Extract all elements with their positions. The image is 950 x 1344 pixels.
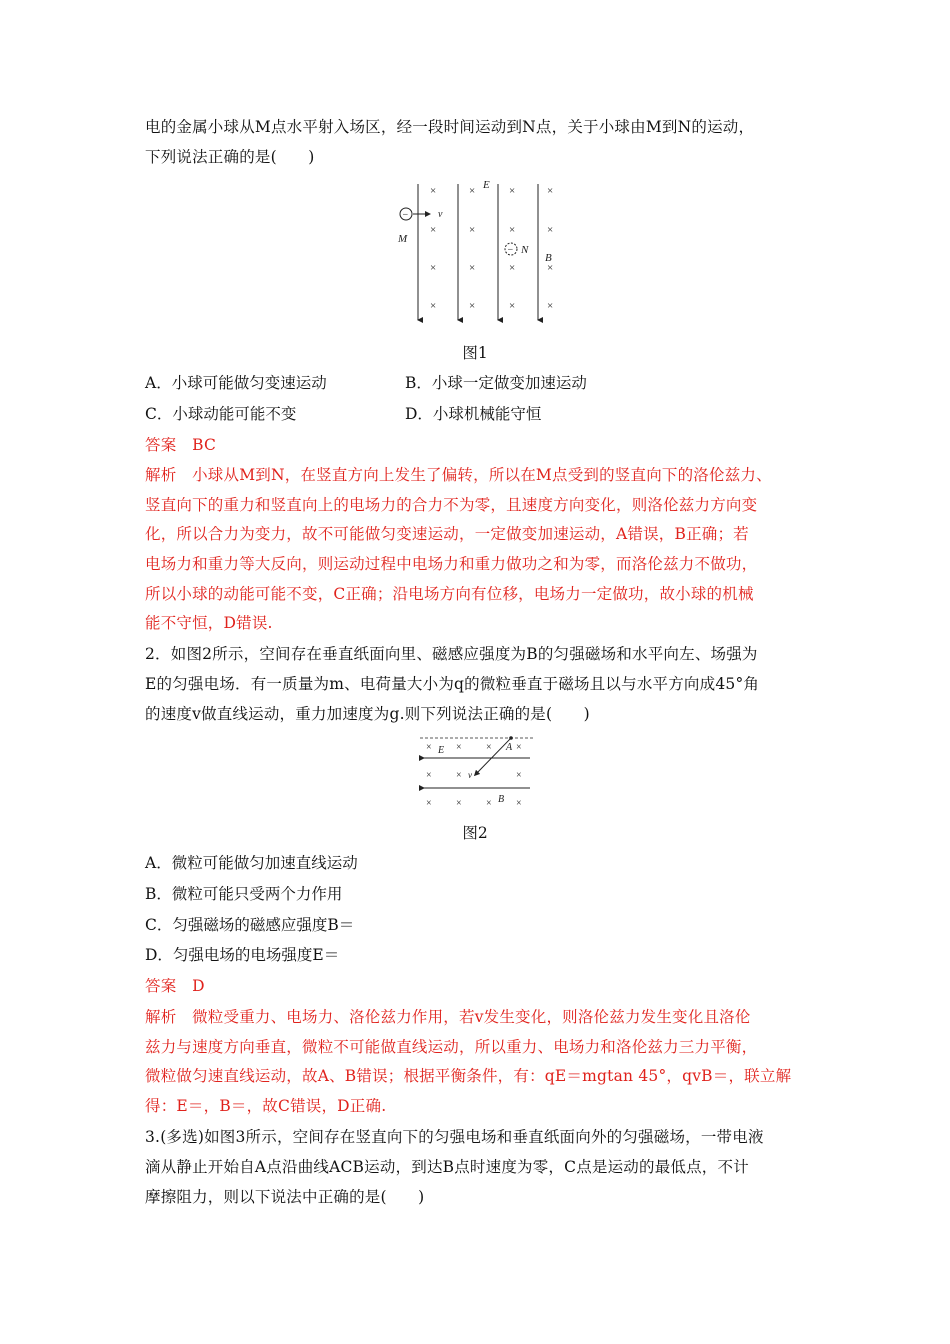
svg-text:×: ×	[547, 300, 554, 312]
svg-text:×: ×	[456, 742, 462, 753]
p1-analysis-line: 竖直向下的重力和竖直向上的电场力的合力不为零，且速度方向变化，则洛伦兹力方向变	[145, 496, 758, 514]
p2-option-b: B．微粒可能只受两个力作用	[145, 885, 343, 903]
svg-text:×: ×	[547, 262, 554, 274]
label-B: B	[498, 794, 505, 805]
p1-analysis-line: 电场力和重力等大反向，则运动过程中电场力和重力做功之和为零，而洛伦兹力不做功，	[145, 555, 758, 573]
figure-1	[390, 176, 570, 326]
svg-text:×: ×	[430, 185, 437, 197]
p2-option-c: C．匀强磁场的磁感应强度B＝	[145, 916, 355, 934]
svg-text:×: ×	[547, 185, 554, 197]
svg-text:×: ×	[516, 770, 522, 781]
svg-text:×: ×	[430, 262, 437, 274]
p1-analysis-line: 所以小球的动能可能不变，C正确；沿电场方向有位移，电场力一定做功，故小球的机械	[145, 585, 754, 603]
svg-text:−: −	[507, 244, 514, 256]
p3-stem-line: 3.(多选)如图3所示，空间存在竖直向下的匀强电场和垂直纸面向外的匀强磁场，一带电液	[145, 1128, 764, 1146]
trajectory-line	[476, 738, 511, 774]
svg-text:×: ×	[469, 185, 476, 197]
svg-text:×: ×	[509, 185, 516, 197]
p1-stem-line-2: 下列说法正确的是( )	[145, 148, 315, 166]
svg-text:×: ×	[426, 770, 432, 781]
p2-analysis-line: 兹力与速度方向垂直，微粒不可能做直线运动，所以重力、电场力和洛伦兹力三力平衡，	[145, 1038, 758, 1056]
svg-text:×: ×	[547, 224, 554, 236]
svg-text:×: ×	[509, 300, 516, 312]
svg-text:×: ×	[426, 798, 432, 809]
b-field-crosses	[430, 185, 553, 312]
p1-analysis-line: 化，所以合力为变力，故不可能做匀变速运动，一定做变加速运动，A错误，B正确；若	[145, 525, 749, 543]
figure-1-caption: 图1	[462, 344, 488, 362]
p1-option-a: A．小球可能做匀变速运动	[145, 374, 327, 392]
svg-text:×: ×	[430, 300, 437, 312]
p1-option-c: C．小球动能可能不变	[145, 405, 297, 423]
svg-text:×: ×	[469, 300, 476, 312]
figure-2	[418, 732, 538, 812]
svg-text:×: ×	[486, 742, 492, 753]
svg-text:×: ×	[456, 798, 462, 809]
svg-text:−: −	[402, 209, 409, 221]
p2-answer: 答案 D	[145, 977, 205, 995]
label-E: E	[438, 745, 445, 756]
p2-analysis-line: 得：E＝，B＝，故C错误，D正确.	[145, 1097, 387, 1115]
label-M: M	[398, 233, 408, 245]
figure-2-caption: 图2	[462, 824, 488, 842]
label-B: B	[545, 252, 552, 264]
p1-analysis-line: 解析 小球从M到N，在竖直方向上发生了偏转，所以在M点受到的竖直向下的洛伦兹力、	[145, 466, 772, 484]
label-A: A	[506, 742, 513, 753]
p2-analysis-line: 微粒做匀速直线运动，故A、B错误；根据平衡条件，有：qE＝mgtan 45°，qvB＝，联立解	[145, 1067, 792, 1085]
p2-option-d: D．匀强电场的电场强度E＝	[145, 946, 340, 964]
p3-stem-line: 滴从静止开始自A点沿曲线ACB运动，到达B点时速度为零，C点是运动的最低点，不计	[145, 1158, 749, 1176]
label-N: N	[521, 244, 529, 256]
p1-option-d: D．小球机械能守恒	[405, 405, 542, 423]
label-v: v	[438, 209, 443, 220]
svg-text:×: ×	[469, 224, 476, 236]
svg-text:×: ×	[516, 798, 522, 809]
p2-option-a: A．微粒可能做匀加速直线运动	[145, 854, 358, 872]
p2-stem-line: 的速度v做直线运动，重力加速度为g.则下列说法正确的是( )	[145, 705, 590, 723]
svg-text:×: ×	[486, 798, 492, 809]
svg-text:×: ×	[430, 224, 437, 236]
svg-text:×: ×	[516, 742, 522, 753]
label-E: E	[483, 179, 490, 191]
p1-option-b: B．小球一定做变加速运动	[405, 374, 587, 392]
p2-stem-line: E的匀强电场．有一质量为m、电荷量大小为q的微粒垂直于磁场且以与水平方向成45°角	[145, 675, 760, 693]
svg-text:×: ×	[509, 224, 516, 236]
p2-analysis-line: 解析 微粒受重力、电场力、洛伦兹力作用，若v发生变化，则洛伦兹力发生变化且洛伦	[145, 1008, 751, 1026]
p3-stem-line: 摩擦阻力，则以下说法中正确的是( )	[145, 1188, 425, 1206]
p2-stem-line: 2．如图2所示，空间存在垂直纸面向里、磁感应强度为B的匀强磁场和水平向左、场强为	[145, 645, 758, 663]
p1-answer: 答案 BC	[145, 436, 217, 454]
svg-text:×: ×	[426, 742, 432, 753]
svg-text:×: ×	[509, 262, 516, 274]
p1-stem-line-1: 电的金属小球从M点水平射入场区，经一段时间运动到N点，关于小球由M到N的运动，	[145, 118, 755, 136]
label-v: v	[468, 770, 472, 780]
svg-text:×: ×	[469, 262, 476, 274]
svg-text:×: ×	[456, 770, 462, 781]
p1-analysis-line: 能不守恒，D错误.	[145, 614, 273, 632]
